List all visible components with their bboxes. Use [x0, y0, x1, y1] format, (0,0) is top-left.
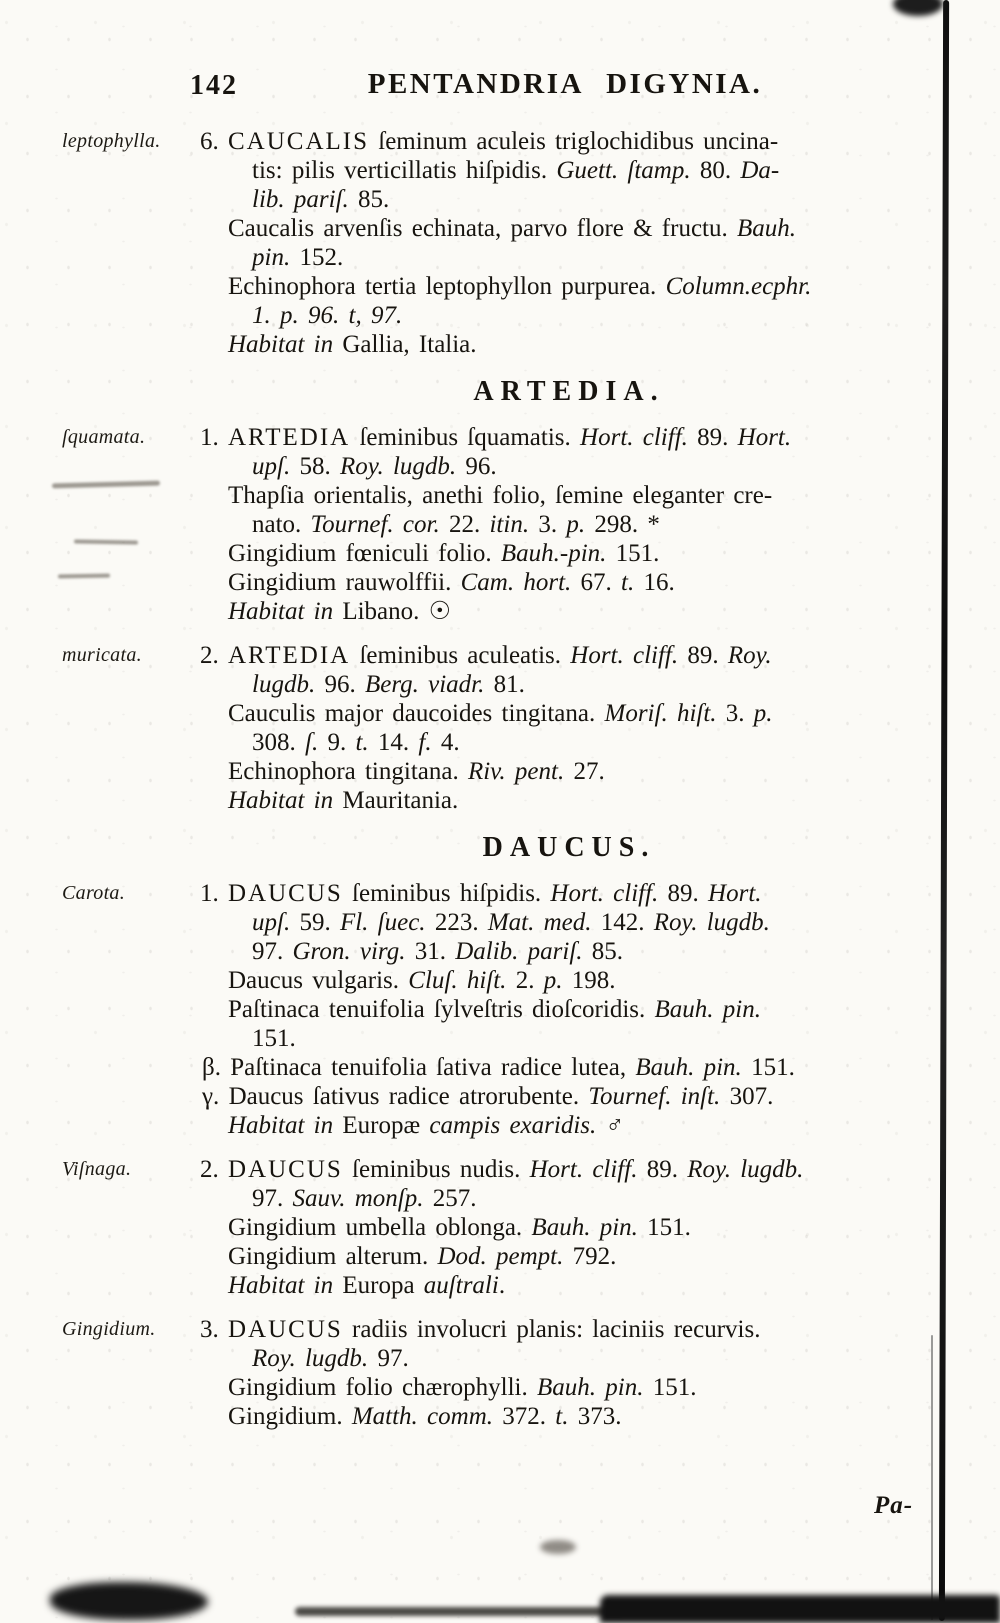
body-text: Gingidium. [228, 1403, 352, 1430]
citation-text: p. [566, 511, 586, 538]
text-line [200, 330, 938, 359]
citation-text: Gron. virg. [292, 938, 406, 965]
genus-name: CAUCALIS [228, 128, 370, 155]
genus-name: ARTEDIA [228, 424, 351, 451]
body-text: 80. [690, 157, 741, 184]
body-text: 3. [529, 511, 567, 538]
citation-text: lugdb. [252, 671, 316, 698]
body-text: Gingidium umbella oblonga. [228, 1214, 532, 1241]
text-line [200, 728, 938, 757]
text-line [200, 1024, 938, 1053]
body-text: 97. [252, 1185, 293, 1212]
genus-name: ARTEDIA [228, 642, 351, 669]
body-text: 85. [348, 186, 390, 213]
citation-text: Habitat in [228, 787, 343, 814]
citation-text: Hort. cliff. [580, 424, 688, 451]
body-text: radiis involucri planis: laciniis recurvis. [342, 1316, 761, 1343]
body-text: 97. [368, 1345, 409, 1372]
citation-text: Hort. [708, 880, 762, 907]
citation-text: Tournef. inſt. [588, 1083, 721, 1110]
citation-text: Fl. ſuec. [339, 909, 426, 936]
citation-text: Roy. lugdb. [653, 909, 770, 936]
citation-text: upſ. [252, 453, 291, 480]
genus-name: DAUCUS [228, 1316, 343, 1343]
citation-text: pin. [252, 244, 291, 271]
body-text: ſeminibus hiſpidis. [342, 880, 551, 907]
section-heading: DAUCUS. [482, 832, 656, 863]
citation-text: Bauh. pin. [635, 1054, 742, 1081]
body-text: 198. [562, 967, 616, 994]
body-text: 151. [741, 1054, 795, 1081]
text-line [200, 966, 938, 995]
body-text: 307. [720, 1083, 774, 1110]
body-text: 96. [456, 453, 497, 480]
citation-text: t. [555, 1403, 569, 1430]
body-text: 2. [200, 1156, 228, 1183]
body-text: Gingidium alterum. [228, 1243, 438, 1270]
body-text: 298. * [585, 511, 660, 538]
body-text: Daucus vulgaris. [228, 967, 409, 994]
body-text: Gingidium rauwolffii. [228, 569, 461, 596]
body-text: 9. [318, 729, 356, 756]
body-text: 96. [315, 671, 365, 698]
body-text: 142. [591, 909, 654, 936]
text-line [200, 1111, 938, 1140]
body-text: 151. [643, 1374, 697, 1401]
body-text: 89. [658, 880, 709, 907]
body-text: 3. [200, 1316, 228, 1343]
body-text: Gingidium fœniculi folio. [228, 540, 501, 567]
text-line [200, 452, 938, 481]
citation-text: Moriſ. hiſt. [604, 700, 717, 727]
text-line [200, 423, 938, 452]
body-text: Libano. ☉ [342, 598, 452, 625]
margin-species-label: Viſnaga. [62, 1158, 132, 1180]
text-line [200, 214, 938, 243]
species-entry [62, 641, 938, 815]
body-text: 14. [368, 729, 419, 756]
genus-name: DAUCUS [228, 880, 343, 907]
citation-text: upſ. [252, 909, 291, 936]
body-text: Echinophora tertia leptophyllon purpurea. [228, 273, 666, 300]
page-number: 142 [190, 70, 238, 101]
citation-text: Guett. ſtamp. [556, 157, 691, 184]
body-text: Caucalis arvenſis echinata, parvo flore & fructu. [228, 215, 738, 242]
body-text: Thapſia orientalis, anethi folio, ſemine eleganter cre- [228, 482, 773, 509]
body-text: 152. [290, 244, 344, 271]
species-entry [62, 1315, 938, 1431]
citation-text: Habitat in [228, 598, 343, 625]
citation-text: Roy. lugdb. [252, 1345, 369, 1372]
text-line [200, 1184, 938, 1213]
citation-text: Cluſ. hiſt. [408, 967, 507, 994]
text-line [200, 243, 938, 272]
body-text: 85. [582, 938, 624, 965]
text-line [200, 641, 938, 670]
citation-text: Bauh. pin. [654, 996, 761, 1023]
body-text: Paſtinaca tenuifolia ſativa radice lutea, [230, 1054, 636, 1081]
body-text: tis: pilis verticillatis hiſpidis. [252, 157, 557, 184]
text-line [200, 995, 938, 1024]
text-column [62, 127, 938, 1446]
citation-text: Roy. [727, 642, 772, 669]
citation-text: Roy. lugdb. [339, 453, 457, 480]
text-line [200, 481, 938, 510]
body-text: Gingidium folio chærophylli. [228, 1374, 537, 1401]
citation-text: Cam. hort. [460, 569, 572, 596]
body-text: 2. [506, 967, 544, 994]
citation-text: p. [753, 700, 773, 727]
citation-text: Habitat in [228, 1272, 343, 1299]
body-text: 59. [290, 909, 340, 936]
citation-text: t. [621, 569, 635, 596]
citation-text: Hort. cliff. [550, 880, 659, 907]
body-text: ♂ [596, 1112, 625, 1139]
margin-species-label: ſquamata. [62, 426, 146, 448]
citation-text: Mat. med. [487, 909, 592, 936]
text-line [200, 568, 938, 597]
body-text: 151. [606, 540, 660, 567]
body-text: γ. [202, 1083, 229, 1110]
catchword: Pa- [874, 1492, 914, 1519]
body-text: 81. [484, 671, 525, 698]
citation-text: Tournef. cor. [310, 511, 440, 538]
text-line [200, 1271, 938, 1300]
text-line [200, 539, 938, 568]
citation-text: ſ. [305, 729, 319, 756]
text-line [200, 597, 938, 626]
running-header: PENTANDRIA DIGYNIA. [367, 68, 763, 100]
text-line [200, 908, 938, 937]
body-text: 792. [563, 1243, 617, 1270]
body-text: 58. [290, 453, 340, 480]
body-text: 89. [687, 424, 738, 451]
text-line [200, 1053, 938, 1082]
body-text: 22. [439, 511, 490, 538]
citation-text: Bauh. [737, 215, 797, 242]
right-edge-scan-line [939, 0, 949, 1621]
body-text: 67. [571, 569, 622, 596]
text-line [200, 937, 938, 966]
body-text: 89. [678, 642, 728, 669]
body-text: Cauculis major daucoides tingitana. [228, 700, 605, 727]
bottom-left-ink-blob [50, 1582, 208, 1620]
citation-text: f. [418, 729, 432, 756]
body-text: Europæ [342, 1112, 430, 1139]
section-heading: ARTEDIA. [473, 376, 665, 407]
body-text: Mauritania. [342, 787, 459, 814]
body-text: ſeminibus nudis. [342, 1156, 530, 1183]
body-text: Gallia, Italia. [342, 331, 477, 358]
text-line [200, 1315, 938, 1344]
body-text: 97. [252, 938, 293, 965]
text-line [200, 301, 938, 330]
body-text: 2. [200, 642, 228, 669]
text-line [200, 1373, 938, 1402]
text-line [200, 1155, 938, 1184]
body-text: 257. [423, 1185, 477, 1212]
citation-text: Da- [740, 157, 780, 184]
margin-species-label: Carota. [62, 882, 126, 904]
text-line [200, 1242, 938, 1271]
body-text: 89. [637, 1156, 688, 1183]
citation-text: Matth. comm. [351, 1403, 494, 1430]
citation-text: Berg. viadr. [364, 671, 485, 698]
body-text: 31. [405, 938, 456, 965]
bottom-center-smudge [540, 1540, 576, 1554]
left-margin-streak-1 [52, 481, 160, 489]
body-text: 223. [425, 909, 488, 936]
text-line [200, 1402, 938, 1431]
text-line [200, 185, 938, 214]
text-line [200, 757, 938, 786]
citation-text: lib. pariſ. [252, 186, 349, 213]
body-text: 308. [252, 729, 305, 756]
body-text: 1. [200, 880, 228, 907]
citation-text: Dod. pempt. [437, 1243, 564, 1270]
margin-species-label: muricata. [62, 644, 142, 666]
body-text: 27. [564, 758, 605, 785]
citation-text: Column.ecphr. [665, 273, 812, 300]
citation-text: Roy. lugdb. [687, 1156, 804, 1183]
left-margin-streak-2 [74, 539, 138, 544]
body-text: Daucus ſativus radice atrorubente. [228, 1083, 589, 1110]
citation-text: Bauh. pin. [531, 1214, 638, 1241]
body-text: Europa [342, 1272, 424, 1299]
body-text: ſeminibus ſquamatis. [350, 424, 581, 451]
text-line [200, 1082, 938, 1111]
text-line [200, 1344, 938, 1373]
species-entry [62, 879, 938, 1140]
citation-text: p. [543, 967, 563, 994]
citation-text: Bauh.-pin. [500, 540, 607, 567]
species-entry [62, 1155, 938, 1300]
text-line [200, 786, 938, 815]
text-line [200, 127, 938, 156]
body-text: 151. [637, 1214, 691, 1241]
text-line [200, 699, 938, 728]
body-text: . [498, 1272, 506, 1299]
bottom-edge-smudge-mid [295, 1607, 625, 1616]
body-text: Echinophora tingitana. [228, 758, 468, 785]
citation-text: t. [355, 729, 369, 756]
body-text: 4. [431, 729, 460, 756]
text-line [200, 1213, 938, 1242]
margin-species-label: leptophylla. [62, 130, 161, 152]
citation-text: Hort. cliff. [529, 1156, 638, 1183]
genus-name: DAUCUS [228, 1156, 343, 1183]
text-line [200, 879, 938, 908]
citation-text: campis exaridis. [429, 1112, 597, 1139]
body-text: 6. [200, 128, 228, 155]
body-text: 373. [568, 1403, 622, 1430]
citation-text: Sauv. monſp. [292, 1185, 424, 1212]
text-line [200, 272, 938, 301]
citation-text: Habitat in [228, 331, 343, 358]
body-text: β. [202, 1054, 231, 1081]
citation-text: Hort. cliff. [570, 642, 679, 669]
species-entry [62, 127, 938, 359]
top-right-ink-blob [893, 0, 943, 16]
citation-text: Bauh. pin. [537, 1374, 644, 1401]
body-text: 372. [493, 1403, 556, 1430]
species-entry [62, 423, 938, 626]
text-line [200, 156, 938, 185]
citation-text: Hort. [737, 424, 792, 451]
citation-text: 1. p. 96. t, 97. [252, 302, 403, 329]
text-line [200, 670, 938, 699]
left-margin-streak-3 [58, 574, 110, 579]
text-line [200, 510, 938, 539]
citation-text: Habitat in [228, 1112, 343, 1139]
citation-text: auſtrali [423, 1272, 499, 1299]
body-text: ſeminibus aculeatis. [350, 642, 571, 669]
body-text: 151. [252, 1025, 296, 1052]
body-text: nato. [252, 511, 311, 538]
body-text: 16. [634, 569, 675, 596]
body-text: ſeminum aculeis triglochidibus uncina- [369, 128, 779, 155]
body-text: 1. [200, 424, 228, 451]
citation-text: itin. [489, 511, 530, 538]
body-text: Paſtinaca tenuifolia ſylveſtris dioſcoridis. [228, 996, 655, 1023]
citation-text: Riv. pent. [467, 758, 565, 785]
citation-text: Dalib. pariſ. [455, 938, 583, 965]
bottom-edge-smudge-right [600, 1595, 1000, 1623]
margin-species-label: Gingidium. [62, 1318, 156, 1340]
body-text: 3. [716, 700, 754, 727]
